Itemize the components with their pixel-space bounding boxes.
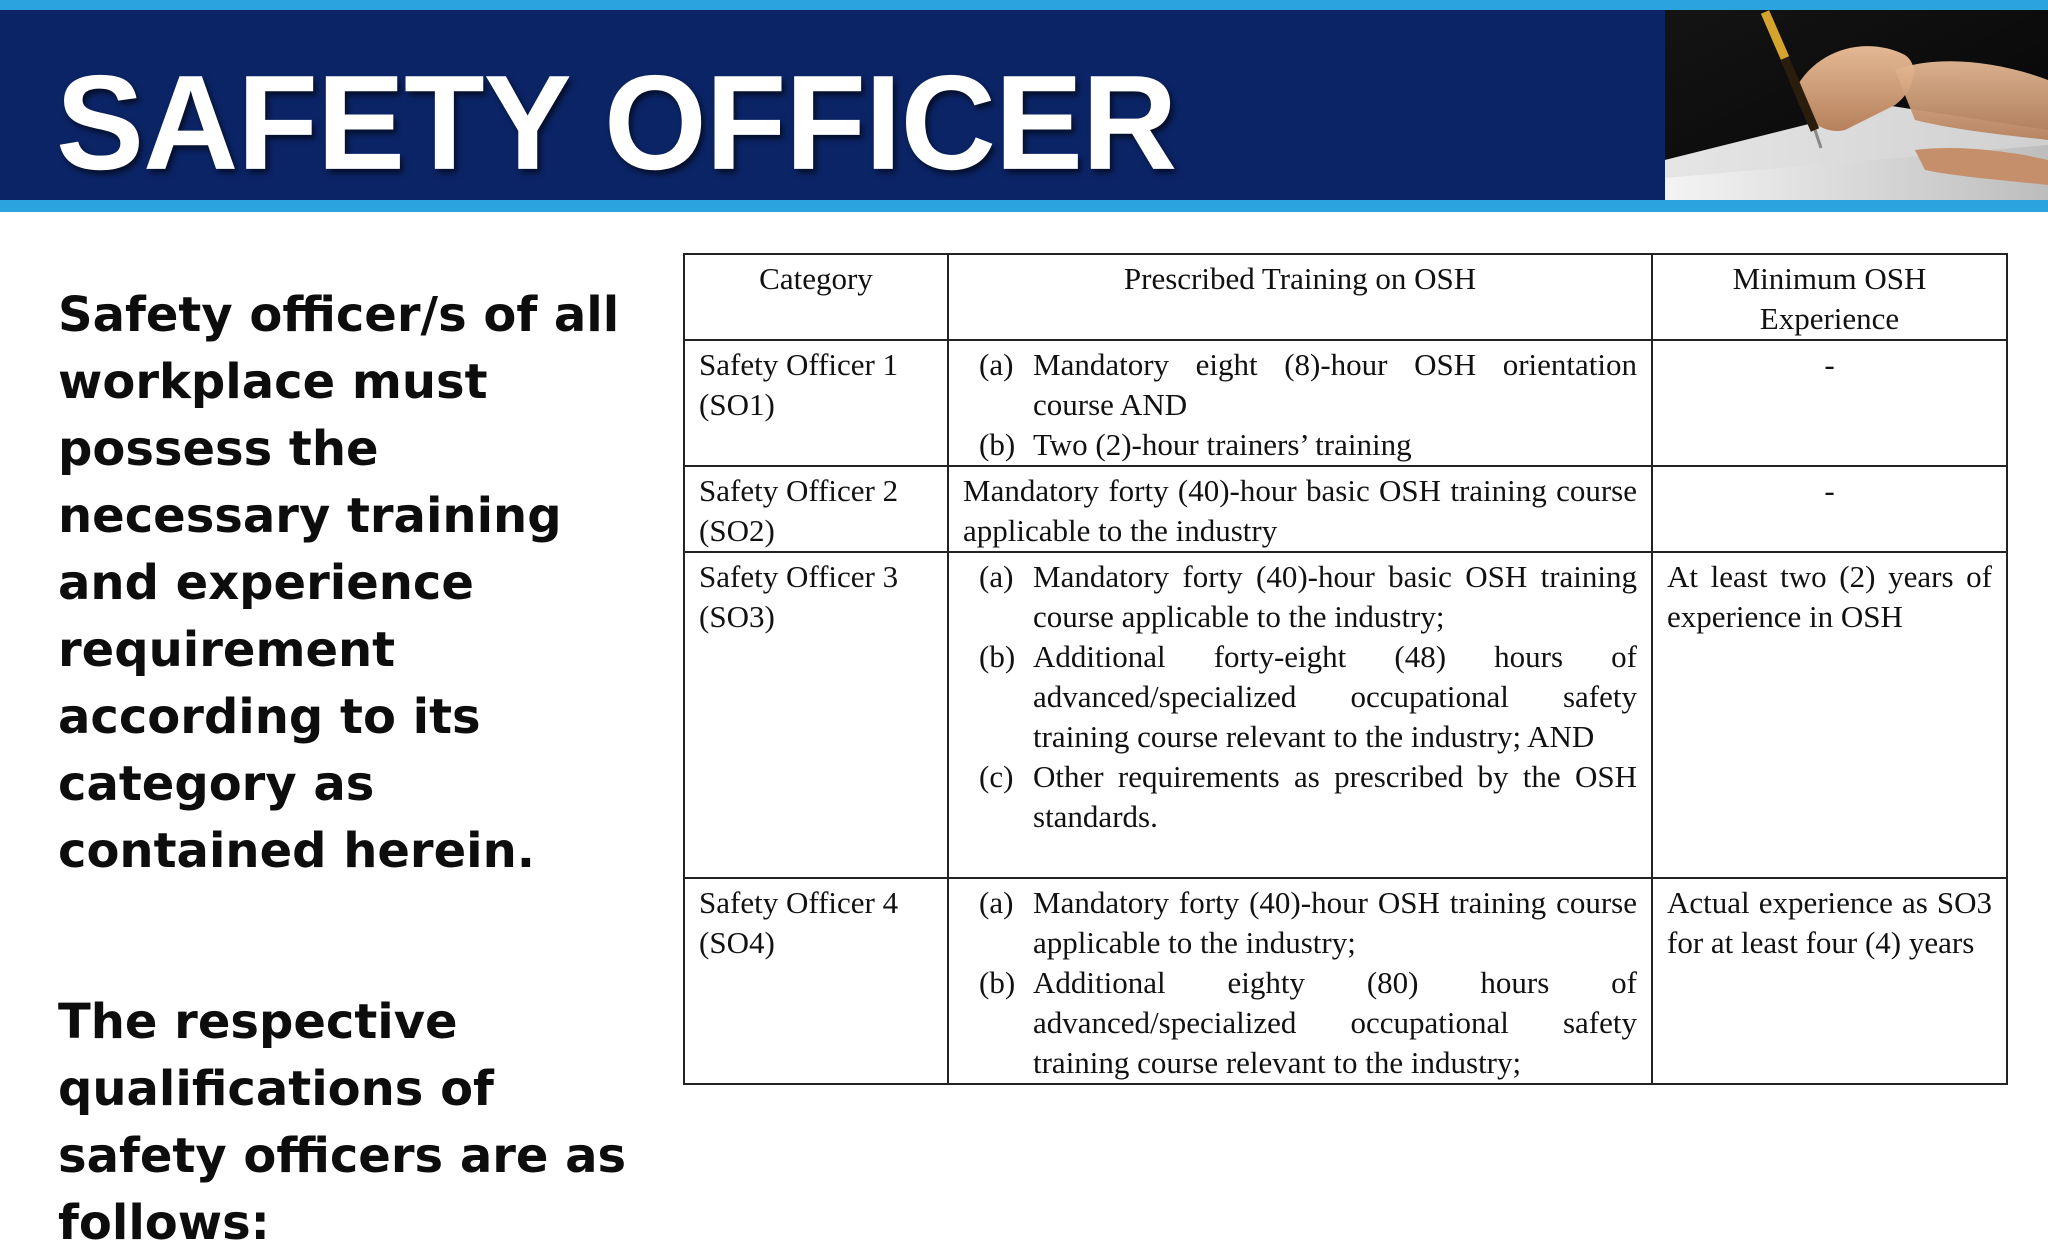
table-header-row [684, 254, 2007, 340]
experience-cell: Actual experience as SO3 for at least four (4) years [1652, 878, 2007, 1084]
training-item: (a) Mandatory forty (40)-hour basic OSH training course applicable to the industry; [979, 559, 1637, 634]
training-item: (b) Additional forty-eight (48) hours of advanced/specialized occupational safety training course relevant to the industry; AND [979, 639, 1637, 754]
experience-cell: At least two (2) years of experience in OSH [1652, 552, 2007, 878]
table-row [684, 878, 2007, 1084]
column-header: Minimum OSH Experience [1652, 254, 2007, 340]
table-row [684, 552, 2007, 878]
training-item: (a) Mandatory eight (8)-hour OSH orientation course AND [979, 347, 1637, 422]
table-row [684, 340, 2007, 466]
column-header: Category [684, 254, 948, 340]
experience-cell: - [1652, 340, 2007, 466]
table-row [684, 466, 2007, 552]
column-header: Prescribed Training on OSH [948, 254, 1652, 340]
category-cell: Safety Officer 4 (SO4) [684, 878, 948, 1084]
category-cell: Safety Officer 2 (SO2) [684, 466, 948, 552]
training-cell [948, 878, 1652, 1084]
training-item: (b) Additional eighty (80) hours of advanced/specialized occupational safety training course relevant to the industry; [979, 965, 1637, 1080]
page-title: SAFETY OFFICER [56, 47, 1177, 198]
training-item: (a) Mandatory forty (40)-hour OSH training course applicable to the industry; [979, 885, 1637, 960]
category-cell: Safety Officer 3 (SO3) [684, 552, 948, 878]
training-item: (c) Other requirements as prescribed by the OSH standards. [979, 759, 1637, 834]
intro-paragraph-2: The respective qualifications of safety officers are as follows: [58, 994, 627, 1251]
hand-signing-document-image [1665, 10, 2048, 200]
intro-paragraph-1: Safety officer/s of all workplace must possess the necessary training and experience requirement according to its category as contained herein. [58, 287, 620, 879]
training-item: (b) Two (2)-hour trainers’ training [979, 427, 1412, 462]
intro-text [58, 282, 658, 1257]
experience-cell: - [1652, 466, 2007, 552]
training-cell [948, 340, 1652, 466]
qualifications-table [683, 253, 2006, 1080]
top-accent-line [0, 0, 2048, 10]
header-accent-line [0, 200, 2048, 212]
training-cell: Mandatory forty (40)-hour basic OSH training course applicable to the industry [948, 466, 1652, 552]
category-cell: Safety Officer 1 (SO1) [684, 340, 948, 466]
training-cell [948, 552, 1652, 878]
